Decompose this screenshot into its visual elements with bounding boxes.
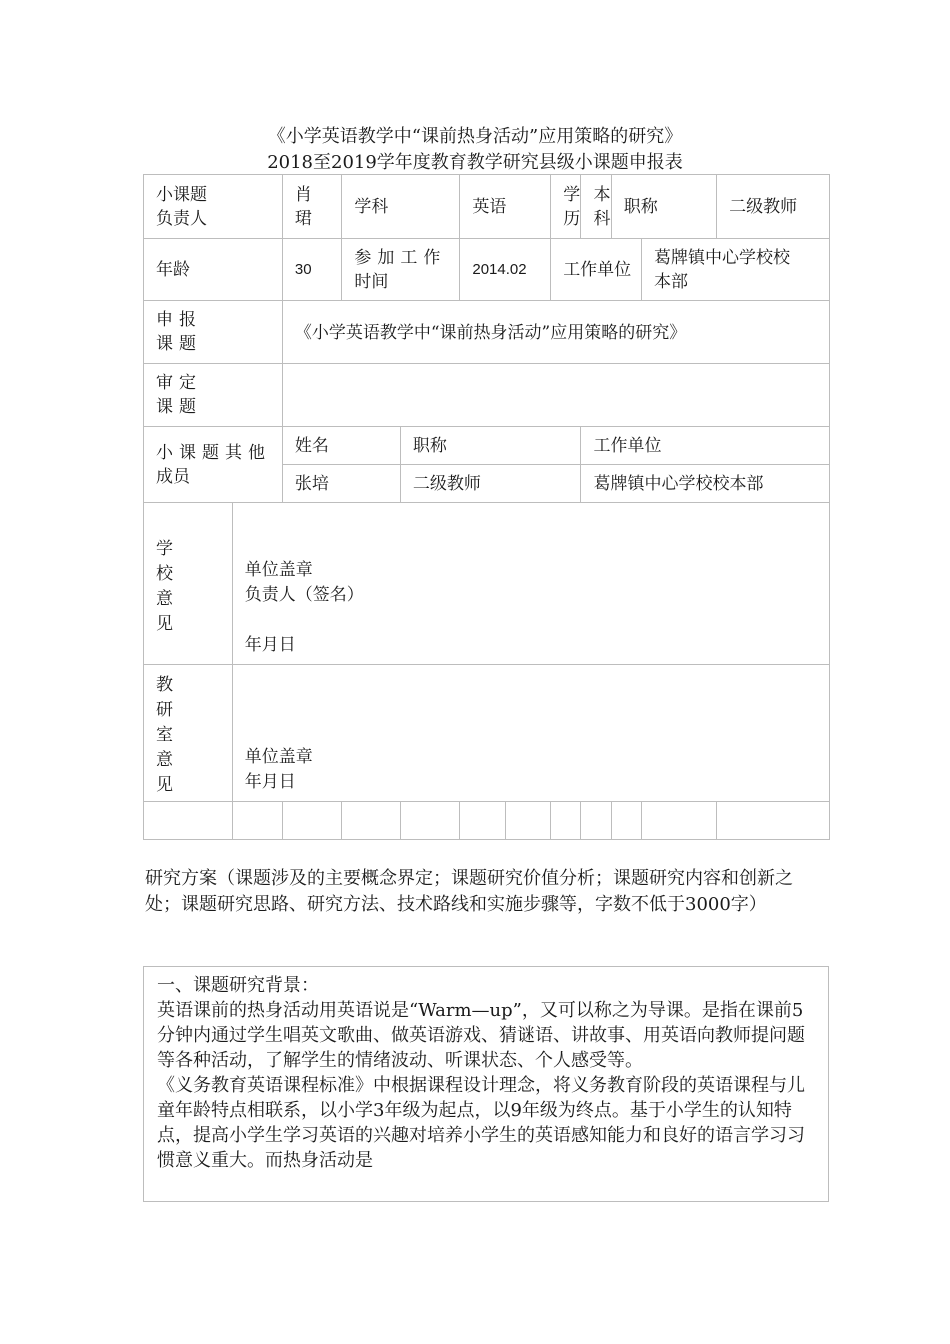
education-label: 学 历 (551, 175, 581, 239)
research-plan-heading: 研究方案（课题涉及的主要概念界定；课题研究价值分析；课题研究内容和创新之处；课题研究思路、研究方法、技术路线和实施步骤等，字数不低于3000字） (145, 868, 793, 915)
approved-topic-value (282, 364, 829, 427)
declared-topic-value: 《小学英语教学中“课前热身活动”应用策略的研究》 (282, 301, 829, 364)
empty-cell (551, 802, 581, 840)
empty-cell (717, 802, 830, 840)
workplace-label: 工作单位 (551, 239, 642, 301)
workplace-value: 葛牌镇中心学校校 本部 (641, 239, 829, 301)
paragraph: 英语课前的热身活动用英语说是“Warm—up”，又可以称之为导课。是指在课前5分钟内通过学生唱英文歌曲、做英语游戏、猜谜语、讲故事、用英语向教师提问题等各种活动，了解学生的情绪波动、听课状态、个人感受等。 (157, 1000, 805, 1071)
approved-topic-label: 审定 课题 (144, 364, 283, 427)
empty-cell (611, 802, 641, 840)
leader-name: 肖 珺 (282, 175, 342, 239)
empty-cell (400, 802, 460, 840)
empty-cell (232, 802, 282, 840)
title-label: 职称 (611, 175, 716, 239)
table-row (144, 301, 830, 364)
paragraph: 《义务教育英语课程标准》中根据课程设计理念，将义务教育阶段的英语课程与儿童年龄特点相联系，以小学3年级为起点，以9年级为终点。基于小学生的认知特点，提高小学生学习英语的兴趣对培养小学生的英语感知能力和良好的语言学习习惯意义重大。而热身活动是 (157, 1075, 805, 1171)
table-row (144, 239, 830, 301)
empty-cell (460, 802, 506, 840)
work-start-label: 参加工作 时间 (342, 239, 460, 301)
school-opinion-label: 学 校 意 见 (144, 503, 233, 665)
table-row (144, 802, 830, 840)
table-row (144, 175, 830, 239)
member-workplace: 葛牌镇中心学校校本部 (581, 465, 830, 503)
office-opinion-content: 单位盖章 年月日 (232, 665, 829, 802)
table-row (144, 427, 830, 465)
school-opinion-content: 单位盖章 负责人（签名） 年月日 (232, 503, 829, 665)
research-plan-box (143, 966, 829, 1202)
empty-cell (581, 802, 611, 840)
member-title: 二级教师 (400, 465, 581, 503)
section-title: 一、课题研究背景： (157, 975, 319, 996)
empty-cell (641, 802, 716, 840)
subject-label: 学科 (342, 175, 460, 239)
work-start-value: 2014.02 (460, 239, 551, 301)
application-form-table (143, 174, 830, 840)
declared-topic-label: 申报 课题 (144, 301, 283, 364)
age-value: 30 (282, 239, 342, 301)
document-title: 《小学英语教学中“课前热身活动”应用策略的研究》 (267, 126, 683, 147)
member-name: 张培 (282, 465, 400, 503)
empty-cell (506, 802, 551, 840)
age-label: 年龄 (144, 239, 283, 301)
table-row (144, 503, 830, 665)
leader-label: 小课题 负责人 (144, 175, 283, 239)
empty-cell (282, 802, 342, 840)
table-row (144, 665, 830, 802)
members-header-name: 姓名 (282, 427, 400, 465)
document-subtitle: 2018至2019学年度教育教学研究县级小课题申报表 (267, 152, 683, 173)
empty-cell (342, 802, 400, 840)
members-header-workplace: 工作单位 (581, 427, 830, 465)
empty-cell (144, 802, 233, 840)
education-value: 本 科 (581, 175, 611, 239)
subject-value: 英语 (460, 175, 551, 239)
title-value: 二级教师 (717, 175, 830, 239)
office-opinion-label: 教 研 室 意 见 (144, 665, 233, 802)
table-row (144, 364, 830, 427)
members-header-title: 职称 (400, 427, 581, 465)
members-label: 小课题其他 成员 (144, 427, 283, 503)
